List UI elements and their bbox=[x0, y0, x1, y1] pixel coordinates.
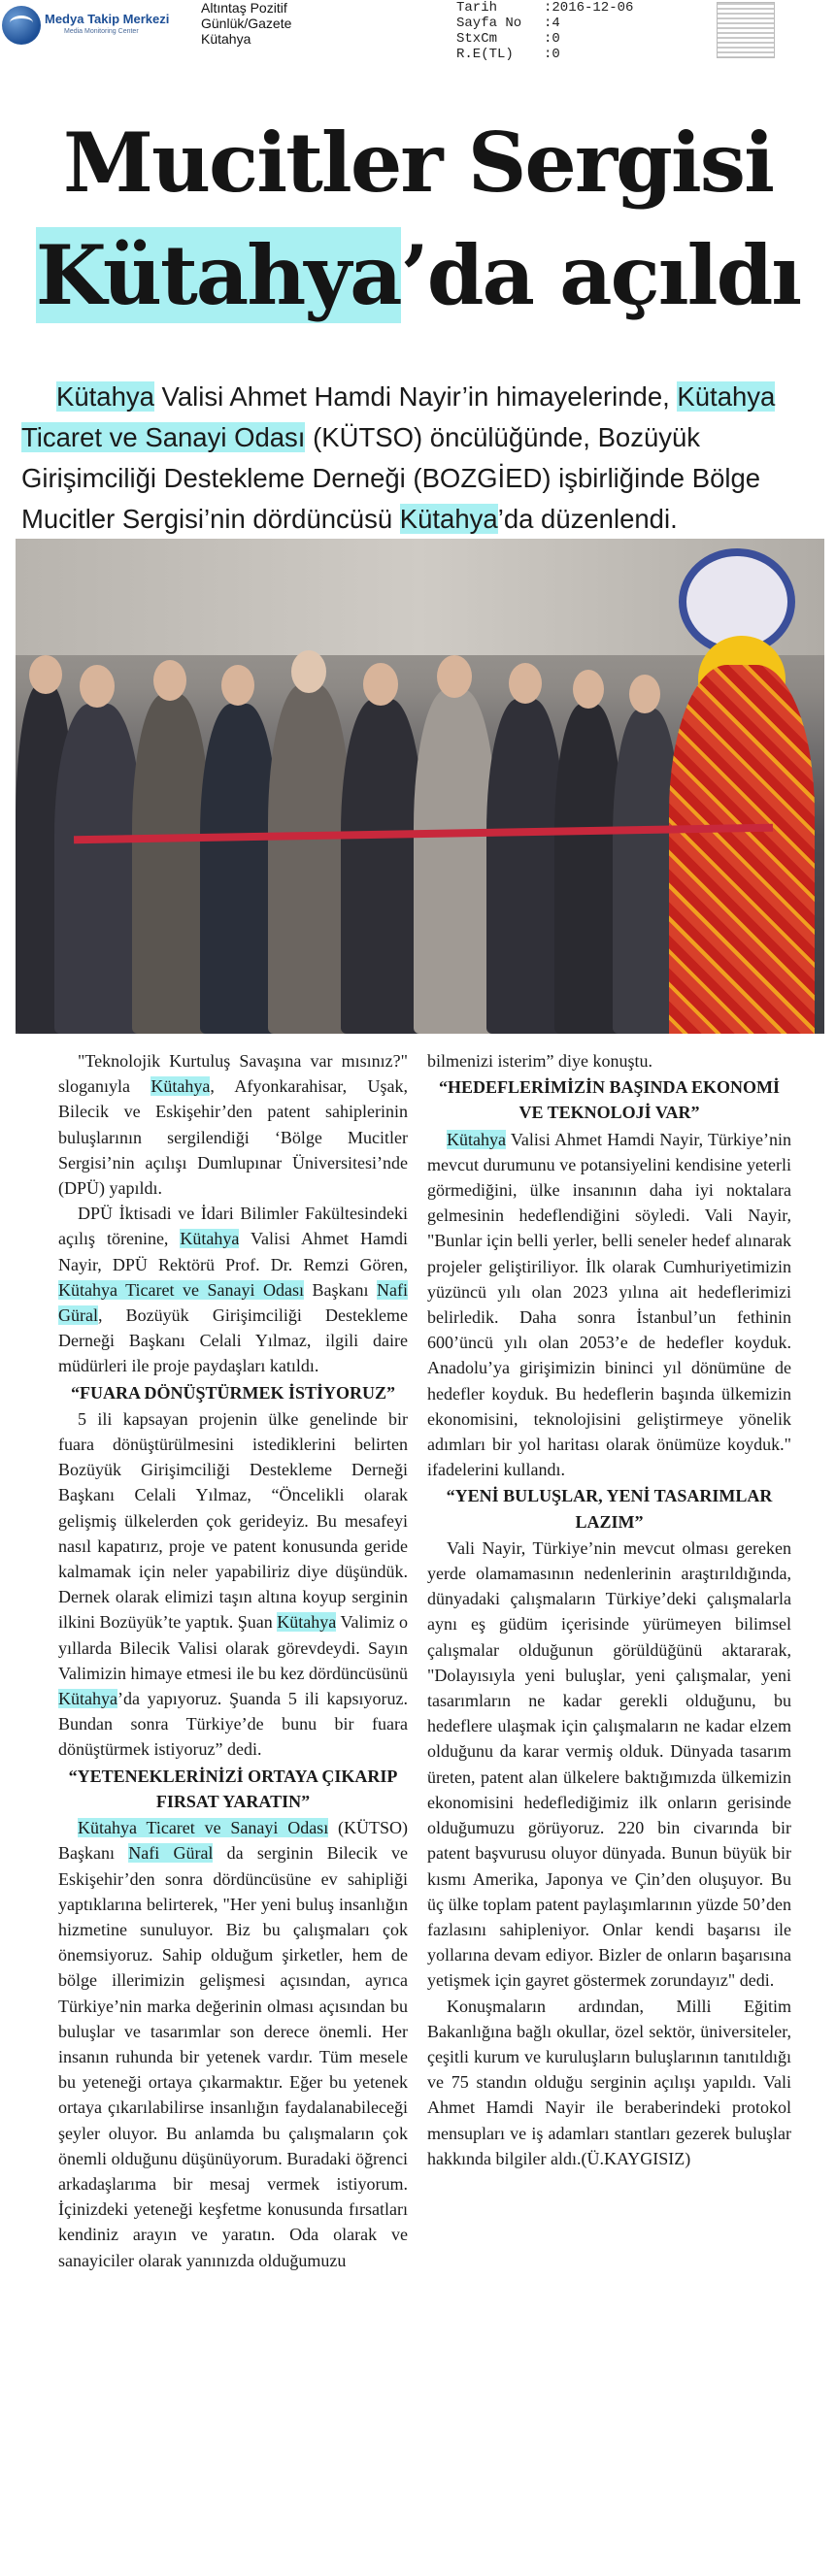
meta-row bbox=[456, 47, 633, 62]
meta-value: :2016-12-06 bbox=[544, 0, 634, 16]
photo-head bbox=[573, 670, 604, 709]
body-highlight: Kütahya Ticaret ve Sanayi Odası bbox=[78, 1818, 329, 1838]
subheading: “YETENEKLERİNİZİ ORTAYA ÇIKARIP FIRSAT YARATIN” bbox=[68, 1766, 398, 1811]
logo-title: Medya Takip Merkezi bbox=[45, 12, 170, 26]
headline-line-1: Mucitler Sergisi bbox=[63, 115, 773, 211]
subheading: “YENİ BULUŞLAR, YENİ TASARIMLAR LAZIM” bbox=[446, 1486, 773, 1532]
body-paragraph: Vali Nayir, Türkiye’nin mevcut olması gereken yerde olamamasının nedenlerinin araştırıldığında, dünyadaki çalışmaların Türkiye’deki çalışmalarla aynı eş güdüm içerisinde yürümeyen bilimsel çalışmalar olduğunun görüldüğünü aktararak, "Dolayısıyla yeni buluşlar, yeni çalışmalar, yeni tasarımların ne kadar gerekli olduğunu, bu hedeflere ulaşmak için çalışmaların ne kadar elzem olduğunu da karar vermiş olduk. Dünyada tasarım üreten, patent alan ülkelere baktığımızda ülkemizin ekonomisini hedeflediğimiz ilk onların gerisinde olduğumuzu görüyoruz. 220 bin civarında bir patent başvurusu oluyor dünyada. Bunun büyük bir kısmı Amerika, Japonya ve Çin’den oluşuyor. Bu üç ülke toplam patent paylaşımlarının yüzde 50’den fazlasını sahipleniyor. Onlar kendi başarısı ile yollarına devam ediyor. Bizler de onların başarısına yetişmek için gayret göstermek zorundayız" dedi. bbox=[427, 1537, 791, 1991]
body-paragraph bbox=[58, 1048, 408, 1201]
article-right-column bbox=[427, 1048, 791, 2171]
photo-head bbox=[363, 663, 398, 706]
photo-person bbox=[486, 699, 564, 1034]
photo-head bbox=[153, 660, 186, 701]
lead-text: Valisi Ahmet Hamdi Nayir’in himayelerinde, bbox=[153, 381, 678, 412]
photo-head bbox=[437, 655, 472, 698]
clipping-meta bbox=[456, 0, 633, 62]
body-highlight: Kütahya Ticaret ve Sanayi Odası bbox=[58, 1279, 304, 1300]
photo-head bbox=[80, 665, 115, 708]
headline-city: Kütahya bbox=[35, 227, 401, 323]
body-paragraph: bilmenizi isterim” diye konuştu. bbox=[427, 1051, 652, 1071]
lead-highlight: Kütahya bbox=[56, 381, 154, 412]
meta-key: Tarih bbox=[456, 0, 498, 16]
source-city: Kütahya bbox=[201, 31, 251, 47]
photo-costume bbox=[669, 665, 815, 1034]
photo-person bbox=[268, 684, 351, 1034]
photo-head bbox=[29, 655, 62, 694]
body-text: ’da yapıyoruz. Şuanda 5 ili kapsıyoruz. Bundan sonra Türkiye’de bunu bir fuara dönüştürmek istiyoruz” dedi. bbox=[58, 1689, 408, 1760]
headline-rest: ’da açıldı bbox=[400, 227, 801, 323]
meta-row bbox=[456, 16, 633, 31]
body-text: 5 ili kapsayan projenin ülke genelinde bir fuara dönüştürülmesini istediklerini belirten Bozüyük Girişimciliği Destekleme Derneği Başkanı Celali Yılmaz, “Öncelikli olarak gelişmiş ülkelerden çok gerideyiz. Bu mesafeyi nasıl kapatırız, proje ve patent konusunda geride kalmamak için neler yapabiliriz diye düşündük. Dernek olarak elimizi taşın altına koyup serginin ilkini Bozüyük’te yaptık. Şuan bbox=[58, 1408, 408, 1633]
body-paragraph bbox=[58, 1815, 408, 2273]
subheading: “HEDEFLERİMİZİN BAŞINDA EKONOMİ VE TEKNOLOJİ VAR” bbox=[438, 1077, 781, 1123]
photo-person bbox=[132, 694, 210, 1034]
article-left-column bbox=[58, 1048, 408, 2273]
body-text: DPÜ İktisadi ve İdari Bilimler Fakültesindeki açılış törenine, bbox=[58, 1204, 408, 1249]
photo-person bbox=[54, 704, 142, 1034]
body-highlight: Kütahya bbox=[58, 1689, 117, 1709]
body-highlight: Kütahya bbox=[447, 1129, 506, 1149]
headline-line-2 bbox=[0, 225, 836, 326]
body-text: Valisi Ahmet Hamdi Nayir, DPÜ Rektörü Prof. Dr. Remzi Gören, bbox=[58, 1229, 408, 1274]
source-type: Günlük/Gazete bbox=[201, 16, 292, 31]
body-paragraph bbox=[58, 1406, 408, 1763]
body-highlight: Nafi Güral bbox=[58, 1279, 408, 1326]
body-text: Valisi Ahmet Hamdi Nayir, Türkiye’nin mevcut durumunu ve potansiyelini kendisine yeterli görmediğini, ülke insanının daha iyi noktalara gelmesinin hedeflendiğini söyledi. Vali Nayir, "Bunlar için belli yerler, belli seneler hedef alınarak projeler geliştiriliyor. İlk olarak Cumhuriyetimizin yüzüncü yılı olan 2023 yılına ait hedeflerimizi belirledik. Daha sonra İstanbul’un fethinin 600’üncü yılı olan 2053’e de hedefler koyduk. Anadolu’ya girişimizin bininci yıl dönümüne de hedefler koyduk. Bu hedeflerin başında ülkemizin ekonomisini, teknolojisini geliştirmeye yönelik adımları bir yol haritası olarak önümüze koyduk." ifadelerini kullandı. bbox=[427, 1129, 791, 1480]
subheading: “FUARA DÖNÜŞTÜRMEK İSTİYORUZ” bbox=[70, 1382, 396, 1403]
body-text: Valimiz o yıllarda Bilecik Valisi olarak görevdeydi. Sayın Valimizin himaye etmesi ile bu kez dördüncüsünü bbox=[58, 1612, 408, 1683]
body-highlight: Kütahya bbox=[180, 1229, 240, 1249]
body-highlight: Nafi Güral bbox=[128, 1843, 214, 1864]
body-paragraph: Konuşmaların ardından, Milli Eğitim Bakanlığına bağlı okullar, özel sektör, üniversiteler, çeşitli kurum ve kuruluşların buluşlarının tanıtıldığı ve 75 standın olduğu serginin açılışı yapıldı. Vali Ahmet Hamdi Nayir ile beraberindeki protokol mensupları ve iş adamları stantları gezerek buluşlar hakkında bilgiler aldı.(Ü.KAYGISIZ) bbox=[427, 1996, 791, 2168]
photo-head bbox=[629, 675, 660, 713]
ribbon-cutting-photo bbox=[16, 539, 824, 1034]
body-highlight: Kütahya bbox=[150, 1076, 211, 1097]
meta-value: :4 bbox=[544, 16, 560, 31]
meta-value: :0 bbox=[544, 47, 560, 62]
photo-person bbox=[414, 689, 496, 1034]
photo-person bbox=[341, 699, 423, 1034]
photo-head bbox=[291, 650, 326, 693]
body-text: da serginin Bilecik ve Eskişehir’den sonra dördüncüsüne ev sahipliği yaptıklarına belirterek, "Her yeni buluş insanlığın hizmetine sunuluyor. Biz bu çalışmaları çok önemsiyoruz. Sahip olduğum şirketler, hem de bölge illerimizin gelişmesi açısından, ayrıca Türkiye’nin marka değerinin olması açısından bu buluşlar ve tasarımlar son derece önemli. Her insanın ruhunda bir yetenek vardır. Tüm mesele bu yeteneği ortaya çıkarmaktır. Eğer bu yetenek ortaya çıkarılabilirse insanlığın faydalanabileceği şeyler oluyor. Bu anlamda bu çalışmaların çok önemli olduğunu düşünüyorum. Buradaki öğrenci arkadaşlarıma bir mesaj vermek istiyorum. İçinizdeki yeteneği keşfetme konusunda fırsatları kendiniz arayın ve yaratın. Oda olarak ve sanayiciler olarak yanınızda olduğumuzu bbox=[58, 1843, 408, 2270]
source-info bbox=[201, 0, 291, 47]
media-monitoring-logo bbox=[2, 2, 196, 49]
lead-paragraph bbox=[21, 377, 818, 540]
lead-highlight: Kütahya bbox=[399, 504, 498, 534]
body-text: (KÜTSO) Başkanı bbox=[58, 1818, 409, 1864]
meta-row bbox=[456, 0, 633, 16]
body-paragraph bbox=[427, 1127, 791, 1483]
body-paragraph bbox=[58, 1201, 408, 1378]
source-name: Altıntaş Pozitif bbox=[201, 0, 287, 16]
photo-head bbox=[509, 663, 542, 704]
body-text: , Afyonkarahisar, Uşak, Bilecik ve Eskişehir’den patent sahiplerinin buluşlarının sergilendiği ‘Bölge Mucitler Sergisi’nin açılışı Dumlupınar Üniversitesi’nde (DPÜ) yapıldı. bbox=[58, 1076, 408, 1199]
meta-key: R.E(TL) bbox=[456, 47, 514, 62]
body-highlight: Kütahya bbox=[277, 1612, 337, 1633]
logo-subtitle: Media Monitoring Center bbox=[64, 28, 139, 35]
body-text: "Teknolojik Kurtuluş Savaşına var mısınız?" sloganıyla bbox=[58, 1051, 408, 1097]
meta-key: Sayfa No bbox=[456, 16, 522, 31]
lead-highlight: Kütahya Ticaret ve Sanayi Odası bbox=[21, 381, 776, 452]
clipping-header bbox=[0, 0, 836, 62]
meta-row bbox=[456, 31, 633, 47]
photo-head bbox=[221, 665, 254, 706]
lead-text: (KÜTSO) öncülüğünde, Bozüyük Girişimciliği Destekleme Derneği (BOZGİED) işbirliğinde Bölge Mucitler Sergisi’nin dördüncüsü bbox=[21, 422, 761, 534]
meta-key: StxCm bbox=[456, 31, 498, 47]
photo-person bbox=[200, 704, 278, 1034]
logo-icon bbox=[2, 6, 41, 45]
page-thumbnail bbox=[717, 2, 775, 58]
body-text: , Bozüyük Girişimciliği Destekleme Derneği Başkanı Celali Yılmaz, ilgili daire müdürleri ile proje paydaşları katıldı. bbox=[58, 1305, 408, 1376]
meta-value: :0 bbox=[544, 31, 560, 47]
lead-text: ’da düzenlendi. bbox=[497, 504, 678, 534]
body-text: Başkanı bbox=[304, 1279, 378, 1300]
